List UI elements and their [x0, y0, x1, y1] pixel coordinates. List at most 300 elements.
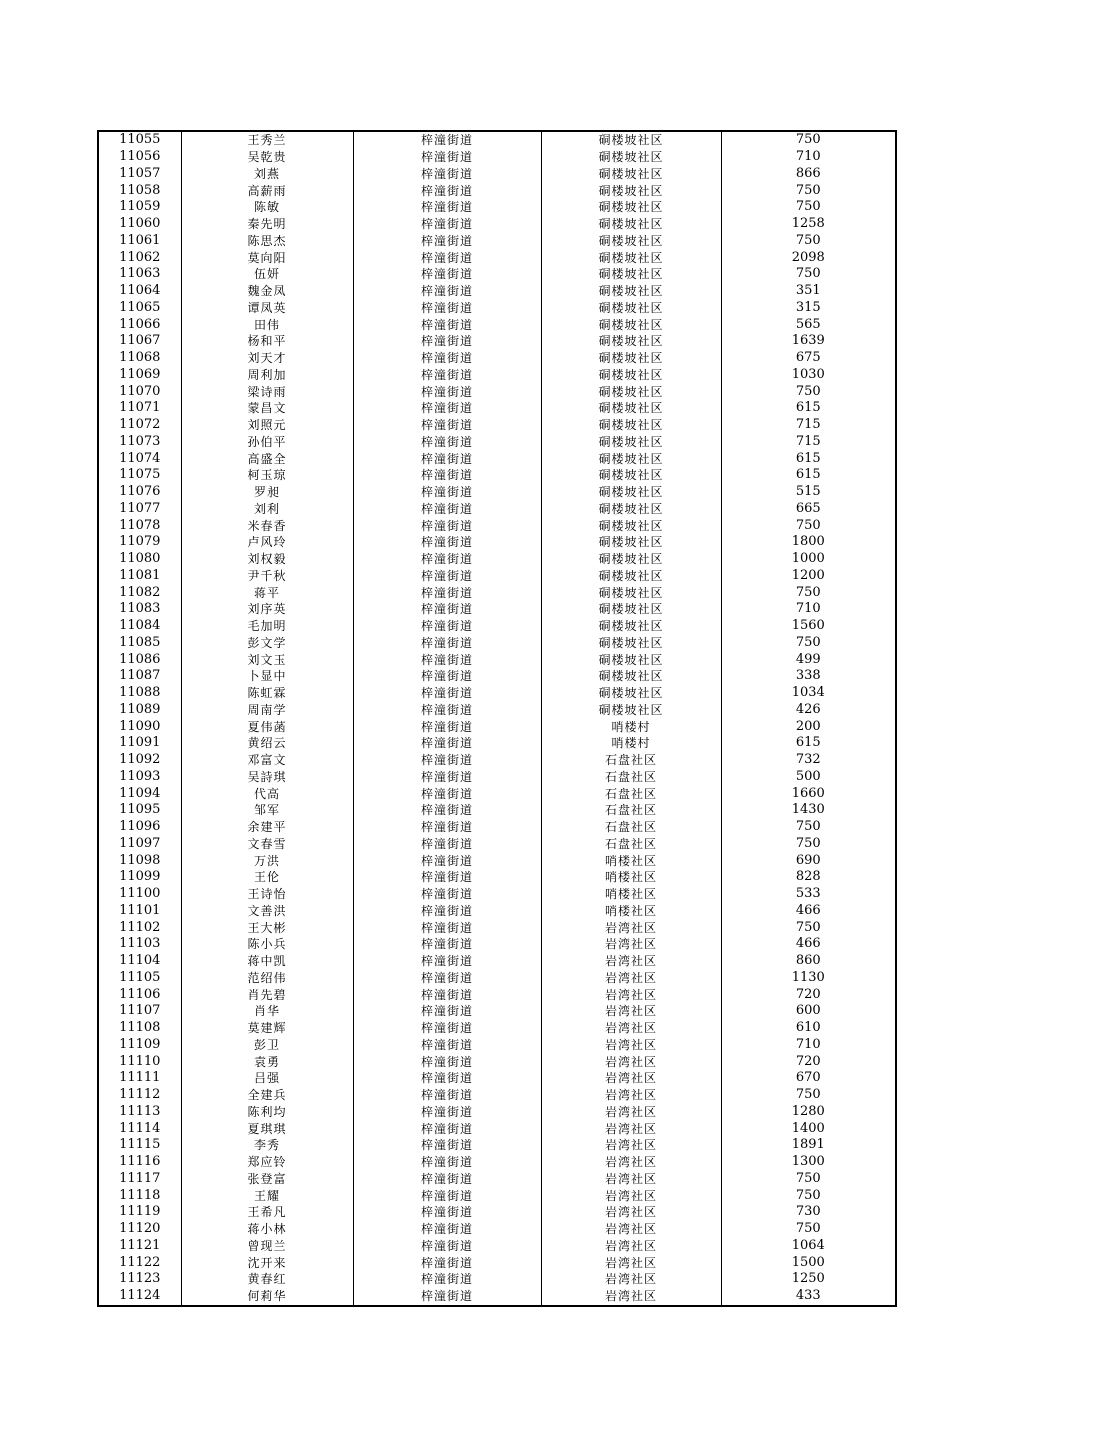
community-cell: 石盘社区 — [541, 769, 721, 786]
table-row — [98, 551, 896, 568]
amount-cell: 750 — [721, 635, 896, 652]
name-cell: 刘天才 — [181, 350, 353, 367]
community-cell: 岩湾社区 — [541, 919, 721, 936]
street-cell: 梓潼街道 — [353, 199, 541, 216]
table-row — [98, 802, 896, 819]
row-number-cell: 11062 — [98, 249, 181, 266]
name-cell: 刘序英 — [181, 601, 353, 618]
community-cell: 硐楼坡社区 — [541, 501, 721, 518]
amount-cell: 615 — [721, 735, 896, 752]
street-cell: 梓潼街道 — [353, 919, 541, 936]
amount-cell: 1258 — [721, 216, 896, 233]
row-number-cell: 11071 — [98, 400, 181, 417]
amount-cell: 565 — [721, 316, 896, 333]
amount-cell: 866 — [721, 166, 896, 183]
row-number-cell: 11111 — [98, 1070, 181, 1087]
table-row — [98, 718, 896, 735]
amount-cell: 720 — [721, 986, 896, 1003]
row-number-cell: 11095 — [98, 802, 181, 819]
amount-cell: 1034 — [721, 685, 896, 702]
row-number-cell: 11058 — [98, 182, 181, 199]
amount-cell: 750 — [721, 919, 896, 936]
table-row — [98, 568, 896, 585]
table-row — [98, 852, 896, 869]
amount-cell: 828 — [721, 869, 896, 886]
table-row — [98, 953, 896, 970]
table-row — [98, 534, 896, 551]
table-row — [98, 1204, 896, 1221]
table-row — [98, 769, 896, 786]
table-row — [98, 216, 896, 233]
street-cell: 梓潼街道 — [353, 166, 541, 183]
community-cell: 硐楼坡社区 — [541, 233, 721, 250]
community-cell: 硐楼坡社区 — [541, 517, 721, 534]
amount-cell: 1064 — [721, 1238, 896, 1255]
community-cell: 石盘社区 — [541, 819, 721, 836]
name-cell: 蒋小林 — [181, 1221, 353, 1238]
row-number-cell: 11056 — [98, 149, 181, 166]
community-cell: 硐楼坡社区 — [541, 584, 721, 601]
row-number-cell: 11086 — [98, 651, 181, 668]
table-row — [98, 1003, 896, 1020]
table-row — [98, 668, 896, 685]
street-cell: 梓潼街道 — [353, 1104, 541, 1121]
name-cell: 万洪 — [181, 852, 353, 869]
street-cell: 梓潼街道 — [353, 383, 541, 400]
amount-cell: 675 — [721, 350, 896, 367]
row-number-cell: 11093 — [98, 769, 181, 786]
community-cell: 硐楼坡社区 — [541, 618, 721, 635]
row-number-cell: 11076 — [98, 484, 181, 501]
name-cell: 杨和平 — [181, 333, 353, 350]
community-cell: 硐楼坡社区 — [541, 400, 721, 417]
table-row — [98, 785, 896, 802]
street-cell: 梓潼街道 — [353, 467, 541, 484]
table-row — [98, 986, 896, 1003]
row-number-cell: 11084 — [98, 618, 181, 635]
table-row — [98, 450, 896, 467]
community-cell: 岩湾社区 — [541, 936, 721, 953]
street-cell: 梓潼街道 — [353, 233, 541, 250]
amount-cell: 1500 — [721, 1254, 896, 1271]
community-cell: 硐楼坡社区 — [541, 350, 721, 367]
table-row — [98, 1037, 896, 1054]
row-number-cell: 11119 — [98, 1204, 181, 1221]
row-number-cell: 11099 — [98, 869, 181, 886]
community-cell: 岩湾社区 — [541, 986, 721, 1003]
street-cell: 梓潼街道 — [353, 1288, 541, 1306]
community-cell: 岩湾社区 — [541, 1020, 721, 1037]
row-number-cell: 11113 — [98, 1104, 181, 1121]
community-cell: 硐楼坡社区 — [541, 484, 721, 501]
street-cell: 梓潼街道 — [353, 752, 541, 769]
name-cell: 邓富文 — [181, 752, 353, 769]
community-cell: 硐楼坡社区 — [541, 467, 721, 484]
amount-cell: 690 — [721, 852, 896, 869]
name-cell: 周南学 — [181, 702, 353, 719]
community-cell: 岩湾社区 — [541, 970, 721, 987]
name-cell: 刘利 — [181, 501, 353, 518]
street-cell: 梓潼街道 — [353, 1221, 541, 1238]
amount-cell: 750 — [721, 233, 896, 250]
community-cell: 岩湾社区 — [541, 1104, 721, 1121]
table-row — [98, 836, 896, 853]
community-cell: 硐楼坡社区 — [541, 333, 721, 350]
name-cell: 高薪雨 — [181, 182, 353, 199]
community-cell: 硐楼坡社区 — [541, 601, 721, 618]
street-cell: 梓潼街道 — [353, 534, 541, 551]
row-number-cell: 11124 — [98, 1288, 181, 1306]
community-cell: 哨楼社区 — [541, 852, 721, 869]
amount-cell: 1280 — [721, 1104, 896, 1121]
row-number-cell: 11091 — [98, 735, 181, 752]
amount-cell: 715 — [721, 434, 896, 451]
table-row — [98, 333, 896, 350]
amount-cell: 1639 — [721, 333, 896, 350]
amount-cell: 710 — [721, 149, 896, 166]
community-cell: 岩湾社区 — [541, 953, 721, 970]
amount-cell: 200 — [721, 718, 896, 735]
amount-cell: 615 — [721, 400, 896, 417]
name-cell: 柯玉琼 — [181, 467, 353, 484]
row-number-cell: 11090 — [98, 718, 181, 735]
name-cell: 刘权毅 — [181, 551, 353, 568]
community-cell: 硐楼坡社区 — [541, 434, 721, 451]
table-row — [98, 1288, 896, 1306]
row-number-cell: 11082 — [98, 584, 181, 601]
street-cell: 梓潼街道 — [353, 367, 541, 384]
name-cell: 肖先碧 — [181, 986, 353, 1003]
street-cell: 梓潼街道 — [353, 651, 541, 668]
community-cell: 硐楼坡社区 — [541, 651, 721, 668]
table-row — [98, 1087, 896, 1104]
row-number-cell: 11057 — [98, 166, 181, 183]
street-cell: 梓潼街道 — [353, 1254, 541, 1271]
name-cell: 高盛全 — [181, 450, 353, 467]
community-cell: 岩湾社区 — [541, 1288, 721, 1306]
name-cell: 黄春红 — [181, 1271, 353, 1288]
row-number-cell: 11077 — [98, 501, 181, 518]
amount-cell: 433 — [721, 1288, 896, 1306]
community-cell: 硐楼坡社区 — [541, 668, 721, 685]
row-number-cell: 11059 — [98, 199, 181, 216]
street-cell: 梓潼街道 — [353, 1120, 541, 1137]
amount-cell: 860 — [721, 953, 896, 970]
row-number-cell: 11081 — [98, 568, 181, 585]
street-cell: 梓潼街道 — [353, 551, 541, 568]
table-row — [98, 1154, 896, 1171]
table-row — [98, 417, 896, 434]
row-number-cell: 11121 — [98, 1238, 181, 1255]
name-cell: 彭文学 — [181, 635, 353, 652]
row-number-cell: 11073 — [98, 434, 181, 451]
table-row — [98, 383, 896, 400]
table-row — [98, 936, 896, 953]
name-cell: 毛加明 — [181, 618, 353, 635]
row-number-cell: 11122 — [98, 1254, 181, 1271]
name-cell: 沈开来 — [181, 1254, 353, 1271]
name-cell: 全建兵 — [181, 1087, 353, 1104]
street-cell: 梓潼街道 — [353, 852, 541, 869]
community-cell: 硐楼坡社区 — [541, 551, 721, 568]
row-number-cell: 11072 — [98, 417, 181, 434]
community-cell: 硐楼坡社区 — [541, 568, 721, 585]
amount-cell: 338 — [721, 668, 896, 685]
row-number-cell: 11068 — [98, 350, 181, 367]
name-cell: 文善洪 — [181, 903, 353, 920]
amount-cell: 499 — [721, 651, 896, 668]
row-number-cell: 11102 — [98, 919, 181, 936]
name-cell: 王伦 — [181, 869, 353, 886]
name-cell: 王希凡 — [181, 1204, 353, 1221]
name-cell: 莫向阳 — [181, 249, 353, 266]
row-number-cell: 11078 — [98, 517, 181, 534]
table-row — [98, 367, 896, 384]
community-cell: 硐楼坡社区 — [541, 300, 721, 317]
community-cell: 硐楼坡社区 — [541, 635, 721, 652]
street-cell: 梓潼街道 — [353, 1087, 541, 1104]
street-cell: 梓潼街道 — [353, 635, 541, 652]
amount-cell: 750 — [721, 1187, 896, 1204]
community-cell: 硐楼坡社区 — [541, 199, 721, 216]
name-cell: 彭卫 — [181, 1037, 353, 1054]
community-cell: 硐楼坡社区 — [541, 182, 721, 199]
street-cell: 梓潼街道 — [353, 501, 541, 518]
street-cell: 梓潼街道 — [353, 1137, 541, 1154]
row-number-cell: 11096 — [98, 819, 181, 836]
street-cell: 梓潼街道 — [353, 484, 541, 501]
row-number-cell: 11087 — [98, 668, 181, 685]
street-cell: 梓潼街道 — [353, 333, 541, 350]
community-cell: 石盘社区 — [541, 785, 721, 802]
street-cell: 梓潼街道 — [353, 685, 541, 702]
row-number-cell: 11098 — [98, 852, 181, 869]
amount-cell: 750 — [721, 182, 896, 199]
table-row — [98, 635, 896, 652]
row-number-cell: 11092 — [98, 752, 181, 769]
street-cell: 梓潼街道 — [353, 886, 541, 903]
community-cell: 哨楼村 — [541, 735, 721, 752]
row-number-cell: 11116 — [98, 1154, 181, 1171]
street-cell: 梓潼街道 — [353, 601, 541, 618]
table-row — [98, 1171, 896, 1188]
table-row — [98, 517, 896, 534]
row-number-cell: 11103 — [98, 936, 181, 953]
row-number-cell: 11055 — [98, 131, 181, 149]
street-cell: 梓潼街道 — [353, 970, 541, 987]
name-cell: 何莉华 — [181, 1288, 353, 1306]
name-cell: 王秀兰 — [181, 131, 353, 149]
row-number-cell: 11070 — [98, 383, 181, 400]
name-cell: 文春雪 — [181, 836, 353, 853]
amount-cell: 1560 — [721, 618, 896, 635]
community-cell: 岩湾社区 — [541, 1221, 721, 1238]
table-row — [98, 919, 896, 936]
street-cell: 梓潼街道 — [353, 568, 541, 585]
name-cell: 谭凤英 — [181, 300, 353, 317]
street-cell: 梓潼街道 — [353, 350, 541, 367]
row-number-cell: 11083 — [98, 601, 181, 618]
community-cell: 岩湾社区 — [541, 1137, 721, 1154]
amount-cell: 426 — [721, 702, 896, 719]
amount-cell: 1400 — [721, 1120, 896, 1137]
row-number-cell: 11114 — [98, 1120, 181, 1137]
community-cell: 岩湾社区 — [541, 1070, 721, 1087]
community-cell: 石盘社区 — [541, 836, 721, 853]
name-cell: 肖华 — [181, 1003, 353, 1020]
community-cell: 岩湾社区 — [541, 1120, 721, 1137]
table-row — [98, 1137, 896, 1154]
street-cell: 梓潼街道 — [353, 668, 541, 685]
table-row — [98, 618, 896, 635]
row-number-cell: 11064 — [98, 283, 181, 300]
street-cell: 梓潼街道 — [353, 1003, 541, 1020]
name-cell: 余建平 — [181, 819, 353, 836]
street-cell: 梓潼街道 — [353, 249, 541, 266]
community-cell: 岩湾社区 — [541, 1204, 721, 1221]
street-cell: 梓潼街道 — [353, 819, 541, 836]
name-cell: 陈小兵 — [181, 936, 353, 953]
amount-cell: 750 — [721, 266, 896, 283]
name-cell: 魏金凤 — [181, 283, 353, 300]
street-cell: 梓潼街道 — [353, 316, 541, 333]
community-cell: 硐楼坡社区 — [541, 450, 721, 467]
row-number-cell: 11100 — [98, 886, 181, 903]
street-cell: 梓潼街道 — [353, 434, 541, 451]
table-body — [98, 131, 896, 1306]
row-number-cell: 11109 — [98, 1037, 181, 1054]
amount-cell: 1130 — [721, 970, 896, 987]
street-cell: 梓潼街道 — [353, 903, 541, 920]
amount-cell: 750 — [721, 1087, 896, 1104]
street-cell: 梓潼街道 — [353, 785, 541, 802]
amount-cell: 1891 — [721, 1137, 896, 1154]
street-cell: 梓潼街道 — [353, 400, 541, 417]
name-cell: 陈利均 — [181, 1104, 353, 1121]
table-row — [98, 350, 896, 367]
name-cell: 代高 — [181, 785, 353, 802]
row-number-cell: 11063 — [98, 266, 181, 283]
community-cell: 岩湾社区 — [541, 1187, 721, 1204]
amount-cell: 533 — [721, 886, 896, 903]
table-row — [98, 1020, 896, 1037]
name-cell: 袁勇 — [181, 1053, 353, 1070]
row-number-cell: 11118 — [98, 1187, 181, 1204]
row-number-cell: 11110 — [98, 1053, 181, 1070]
name-cell: 范绍伟 — [181, 970, 353, 987]
street-cell: 梓潼街道 — [353, 769, 541, 786]
table-row — [98, 1221, 896, 1238]
street-cell: 梓潼街道 — [353, 517, 541, 534]
amount-cell: 670 — [721, 1070, 896, 1087]
amount-cell: 750 — [721, 131, 896, 149]
name-cell: 吴乾贵 — [181, 149, 353, 166]
table-row — [98, 1070, 896, 1087]
table-row — [98, 199, 896, 216]
row-number-cell: 11094 — [98, 785, 181, 802]
row-number-cell: 11066 — [98, 316, 181, 333]
street-cell: 梓潼街道 — [353, 1271, 541, 1288]
street-cell: 梓潼街道 — [353, 283, 541, 300]
community-cell: 硐楼坡社区 — [541, 249, 721, 266]
table-row — [98, 601, 896, 618]
street-cell: 梓潼街道 — [353, 1187, 541, 1204]
street-cell: 梓潼街道 — [353, 702, 541, 719]
name-cell: 米春香 — [181, 517, 353, 534]
row-number-cell: 11112 — [98, 1087, 181, 1104]
table-row — [98, 886, 896, 903]
street-cell: 梓潼街道 — [353, 986, 541, 1003]
community-cell: 岩湾社区 — [541, 1238, 721, 1255]
amount-cell: 1250 — [721, 1271, 896, 1288]
name-cell: 蒋中凯 — [181, 953, 353, 970]
row-number-cell: 11069 — [98, 367, 181, 384]
table-row — [98, 316, 896, 333]
row-number-cell: 11105 — [98, 970, 181, 987]
amount-cell: 710 — [721, 601, 896, 618]
table-row — [98, 434, 896, 451]
name-cell: 刘文玉 — [181, 651, 353, 668]
table-row — [98, 1053, 896, 1070]
name-cell: 陈敏 — [181, 199, 353, 216]
row-number-cell: 11117 — [98, 1171, 181, 1188]
amount-cell: 750 — [721, 1221, 896, 1238]
amount-cell: 515 — [721, 484, 896, 501]
name-cell: 梁诗雨 — [181, 383, 353, 400]
table-row — [98, 501, 896, 518]
street-cell: 梓潼街道 — [353, 1238, 541, 1255]
table-row — [98, 869, 896, 886]
amount-cell: 351 — [721, 283, 896, 300]
name-cell: 吕强 — [181, 1070, 353, 1087]
amount-cell: 600 — [721, 1003, 896, 1020]
community-cell: 岩湾社区 — [541, 1271, 721, 1288]
amount-cell: 720 — [721, 1053, 896, 1070]
name-cell: 郑应铃 — [181, 1154, 353, 1171]
name-cell: 王大彬 — [181, 919, 353, 936]
name-cell: 孙伯平 — [181, 434, 353, 451]
amount-cell: 466 — [721, 903, 896, 920]
table-row — [98, 1187, 896, 1204]
table-row — [98, 584, 896, 601]
row-number-cell: 11101 — [98, 903, 181, 920]
row-number-cell: 11097 — [98, 836, 181, 853]
row-number-cell: 11104 — [98, 953, 181, 970]
table-row — [98, 1104, 896, 1121]
row-number-cell: 11089 — [98, 702, 181, 719]
table-row — [98, 283, 896, 300]
table-row — [98, 819, 896, 836]
street-cell: 梓潼街道 — [353, 417, 541, 434]
community-cell: 硐楼坡社区 — [541, 383, 721, 400]
amount-cell: 750 — [721, 584, 896, 601]
community-cell: 硐楼坡社区 — [541, 149, 721, 166]
street-cell: 梓潼街道 — [353, 1154, 541, 1171]
row-number-cell: 11106 — [98, 986, 181, 1003]
name-cell: 秦先明 — [181, 216, 353, 233]
amount-cell: 1200 — [721, 568, 896, 585]
table-row — [98, 903, 896, 920]
name-cell: 田伟 — [181, 316, 353, 333]
street-cell: 梓潼街道 — [353, 869, 541, 886]
name-cell: 陈虹霖 — [181, 685, 353, 702]
amount-cell: 1800 — [721, 534, 896, 551]
community-cell: 哨楼村 — [541, 718, 721, 735]
row-number-cell: 11115 — [98, 1137, 181, 1154]
community-cell: 哨楼社区 — [541, 869, 721, 886]
amount-cell: 1660 — [721, 785, 896, 802]
street-cell: 梓潼街道 — [353, 1020, 541, 1037]
